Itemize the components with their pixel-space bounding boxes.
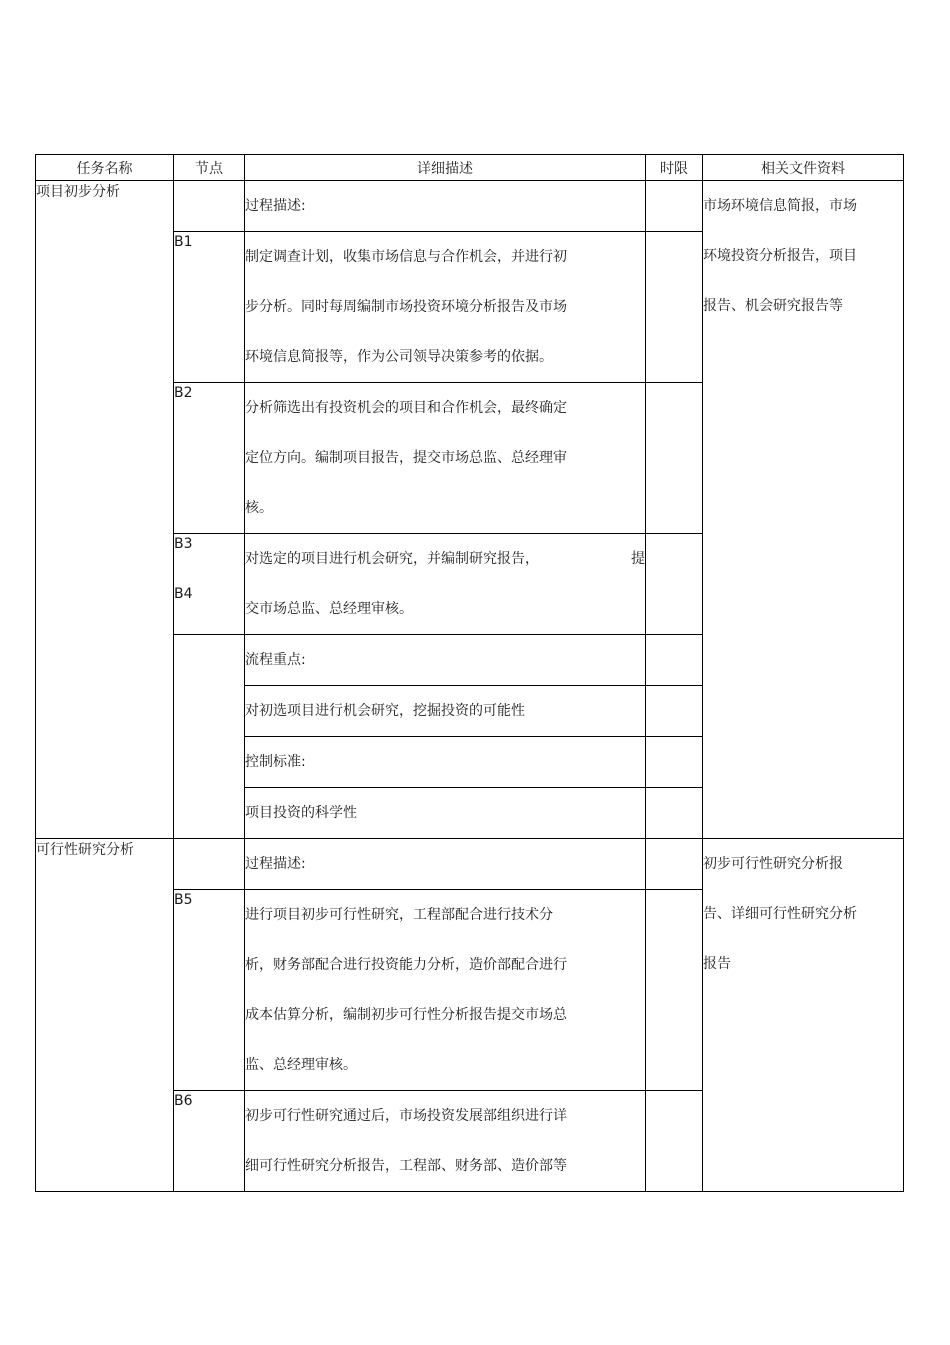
time-limit-cell	[646, 383, 703, 534]
key-points-label: 流程重点:	[245, 652, 306, 668]
related-files-cell	[703, 181, 904, 839]
time-limit-cell	[646, 232, 703, 383]
description-line: 进行项目初步可行性研究，工程部配合进行技术分	[245, 907, 553, 923]
description-cell	[245, 383, 646, 534]
description-cell	[245, 1091, 646, 1192]
node-cell	[174, 232, 245, 383]
description-line	[245, 534, 645, 584]
time-limit-cell	[646, 635, 703, 686]
description-line: 初步可行性研究通过后，市场投资发展部组织进行详	[245, 1108, 567, 1124]
task-name: 项目初步分析	[36, 184, 120, 200]
time-limit-cell	[646, 788, 703, 839]
description-line: 成本估算分析，编制初步可行性分析报告提交市场总	[245, 1007, 567, 1023]
node-cell	[174, 890, 245, 1091]
node-cell	[174, 1091, 245, 1192]
task-name-cell	[36, 181, 174, 839]
time-limit-cell	[646, 890, 703, 1091]
description-line: 析，财务部配合进行投资能力分析，造价部配合进行	[245, 957, 567, 973]
header-task-name: 任务名称	[36, 155, 174, 181]
description-cell	[245, 232, 646, 383]
description-text: 对选定的项目进行机会研究，并编制研究报告，	[245, 551, 539, 567]
description-line: 细可行性研究分析报告，工程部、财务部、造价部等	[245, 1158, 567, 1174]
description-cell	[245, 737, 646, 788]
node-label: B2	[174, 385, 193, 401]
description-cell	[245, 635, 646, 686]
description-line: 环境信息简报等，作为公司领导决策参考的依据。	[245, 349, 553, 365]
description-line: 制定调查计划，收集市场信息与合作机会，并进行初	[245, 249, 567, 265]
header-time-limit: 时限	[646, 155, 703, 181]
node-cell	[174, 534, 245, 635]
description-line: 交市场总监、总经理审核。	[245, 601, 413, 617]
files-line: 告、详细可行性研究分析	[703, 906, 857, 922]
description-cell	[245, 890, 646, 1091]
key-points-text: 对初选项目进行机会研究，挖掘投资的可能性	[245, 703, 525, 719]
node-label: B1	[174, 234, 193, 250]
files-line: 环境投资分析报告，项目	[703, 248, 857, 264]
description-line: 核。	[245, 500, 273, 516]
table-header-row	[36, 155, 904, 181]
process-label: 过程描述:	[245, 856, 306, 872]
time-limit-cell	[646, 534, 703, 635]
task-name-cell	[36, 839, 174, 1192]
header-description: 详细描述	[245, 155, 646, 181]
control-standard-label: 控制标准:	[245, 754, 306, 770]
process-table	[35, 154, 904, 1192]
description-line: 定位方向。编制项目报告，提交市场总监、总经理审	[245, 450, 567, 466]
task-name: 可行性研究分析	[36, 842, 134, 858]
files-line: 市场环境信息简报，市场	[703, 198, 857, 214]
table-row	[36, 181, 904, 232]
header-node: 节点	[174, 155, 245, 181]
node-label: B4	[174, 586, 193, 602]
description-text: 提	[631, 551, 645, 567]
control-standard-text: 项目投资的科学性	[245, 805, 357, 821]
header-related-files: 相关文件资料	[703, 155, 904, 181]
description-line: 步分析。同时每周编制市场投资环境分析报告及市场	[245, 299, 567, 315]
node-label: B3	[174, 536, 193, 552]
node-cell	[174, 635, 245, 839]
time-limit-cell	[646, 737, 703, 788]
description-cell	[245, 686, 646, 737]
node-label: B6	[174, 1093, 193, 1109]
description-cell	[245, 534, 646, 635]
description-line: 分析筛选出有投资机会的项目和合作机会，最终确定	[245, 400, 567, 416]
files-line: 报告	[703, 956, 731, 972]
description-line: 监、总经理审核。	[245, 1057, 357, 1073]
time-limit-cell	[646, 181, 703, 232]
node-cell	[174, 383, 245, 534]
related-files-cell	[703, 839, 904, 1192]
time-limit-cell	[646, 839, 703, 890]
time-limit-cell	[646, 1091, 703, 1192]
table-row	[36, 839, 904, 890]
node-label: B5	[174, 892, 193, 908]
process-label: 过程描述:	[245, 198, 306, 214]
description-cell	[245, 181, 646, 232]
files-line: 初步可行性研究分析报	[703, 856, 843, 872]
description-cell	[245, 788, 646, 839]
time-limit-cell	[646, 686, 703, 737]
description-cell	[245, 839, 646, 890]
files-line: 报告、机会研究报告等	[703, 298, 843, 314]
